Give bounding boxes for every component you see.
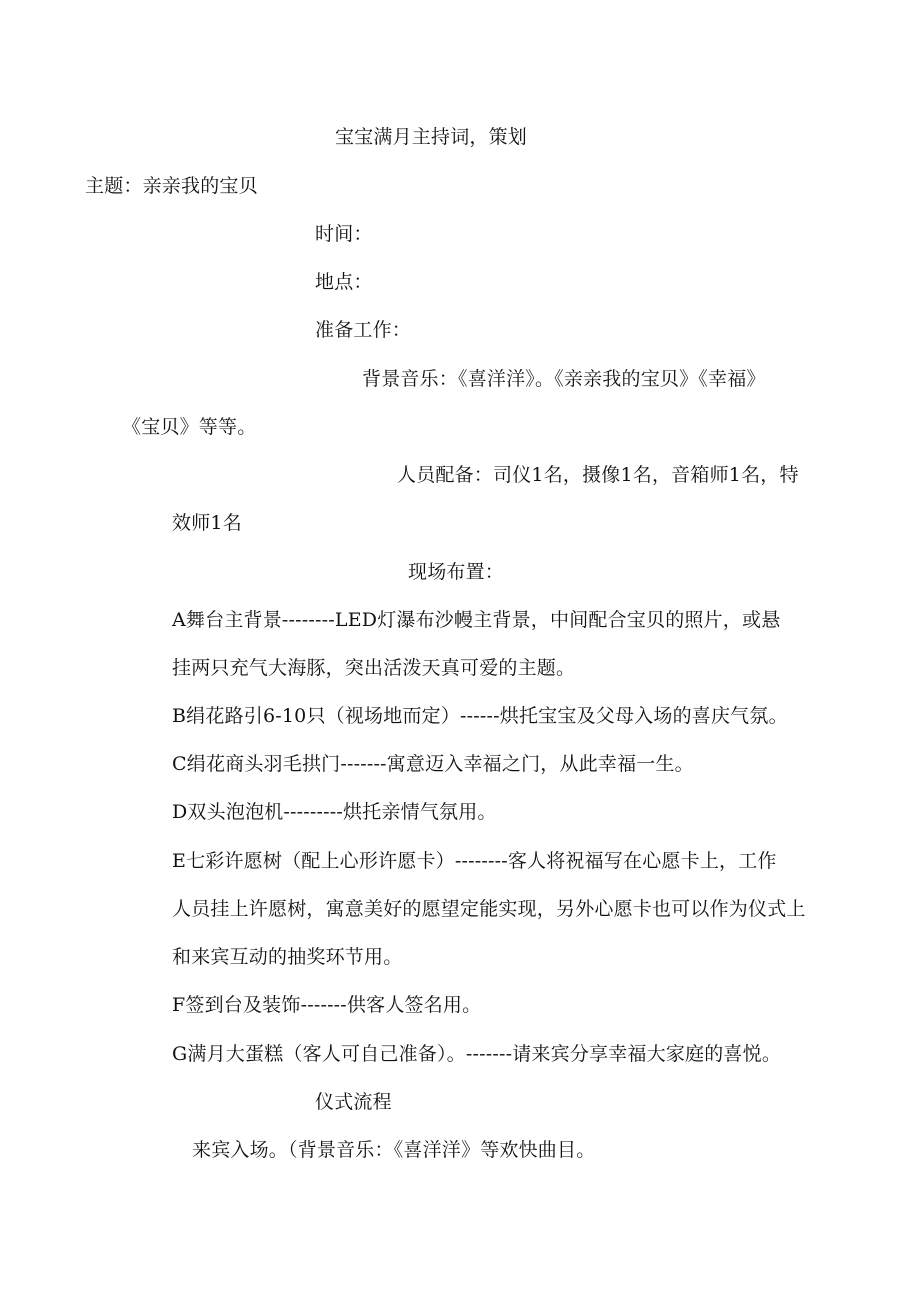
item-a-line-1: A舞台主背景--------LED灯瀑布沙幔主背景，中间配合宝贝的照片，或悬: [172, 609, 781, 631]
item-f: F签到台及装饰-------供客人签名用。: [172, 994, 482, 1016]
ceremony-label: 仪式流程: [315, 1091, 392, 1113]
item-d: D双头泡泡机---------烘托亲情气氛用。: [172, 801, 497, 823]
item-e-line-1: E七彩许愿树（配上心形许愿卡）--------客人将祝福写在心愿卡上，工作: [172, 850, 777, 872]
site-label: 现场布置：: [408, 561, 505, 583]
guests-entry-line: 来宾入场。（背景音乐：《喜洋洋》等欢快曲目。: [192, 1139, 596, 1161]
music-line-1: 背景音乐：《喜洋洋》。《亲亲我的宝贝》《幸福》: [362, 368, 766, 390]
staff-line-2: 效师1名: [172, 512, 242, 534]
document-title: 宝宝满月主持词，策划: [335, 126, 528, 148]
prep-label: 准备工作：: [315, 319, 412, 341]
place-label: 地点：: [315, 271, 373, 293]
item-e-line-2: 人员挂上许愿树，寓意美好的愿望定能实现，另外心愿卡也可以作为仪式上: [172, 898, 806, 920]
item-c: C绢花商头羽毛拱门-------寓意迈入幸福之门，从此幸福一生。: [172, 753, 694, 775]
item-a-line-2: 挂两只充气大海豚，突出活泼天真可爱的主题。: [172, 657, 576, 679]
item-b: B绢花路引6-10只（视场地而定）------烘托宝宝及父母入场的喜庆气氛。: [172, 705, 788, 727]
staff-line-1: 人员配备：司仪1名，摄像1名，音箱师1名，特: [397, 464, 799, 486]
item-e-line-3: 和来宾互动的抽奖环节用。: [172, 946, 403, 968]
time-label: 时间：: [315, 223, 373, 245]
theme-line: 主题：亲亲我的宝贝: [85, 175, 258, 197]
music-line-2: 《宝贝》等等。: [122, 416, 257, 438]
item-g: G满月大蛋糕（客人可自己准备）。-------请来宾分享幸福大家庭的喜悦。: [172, 1043, 782, 1065]
